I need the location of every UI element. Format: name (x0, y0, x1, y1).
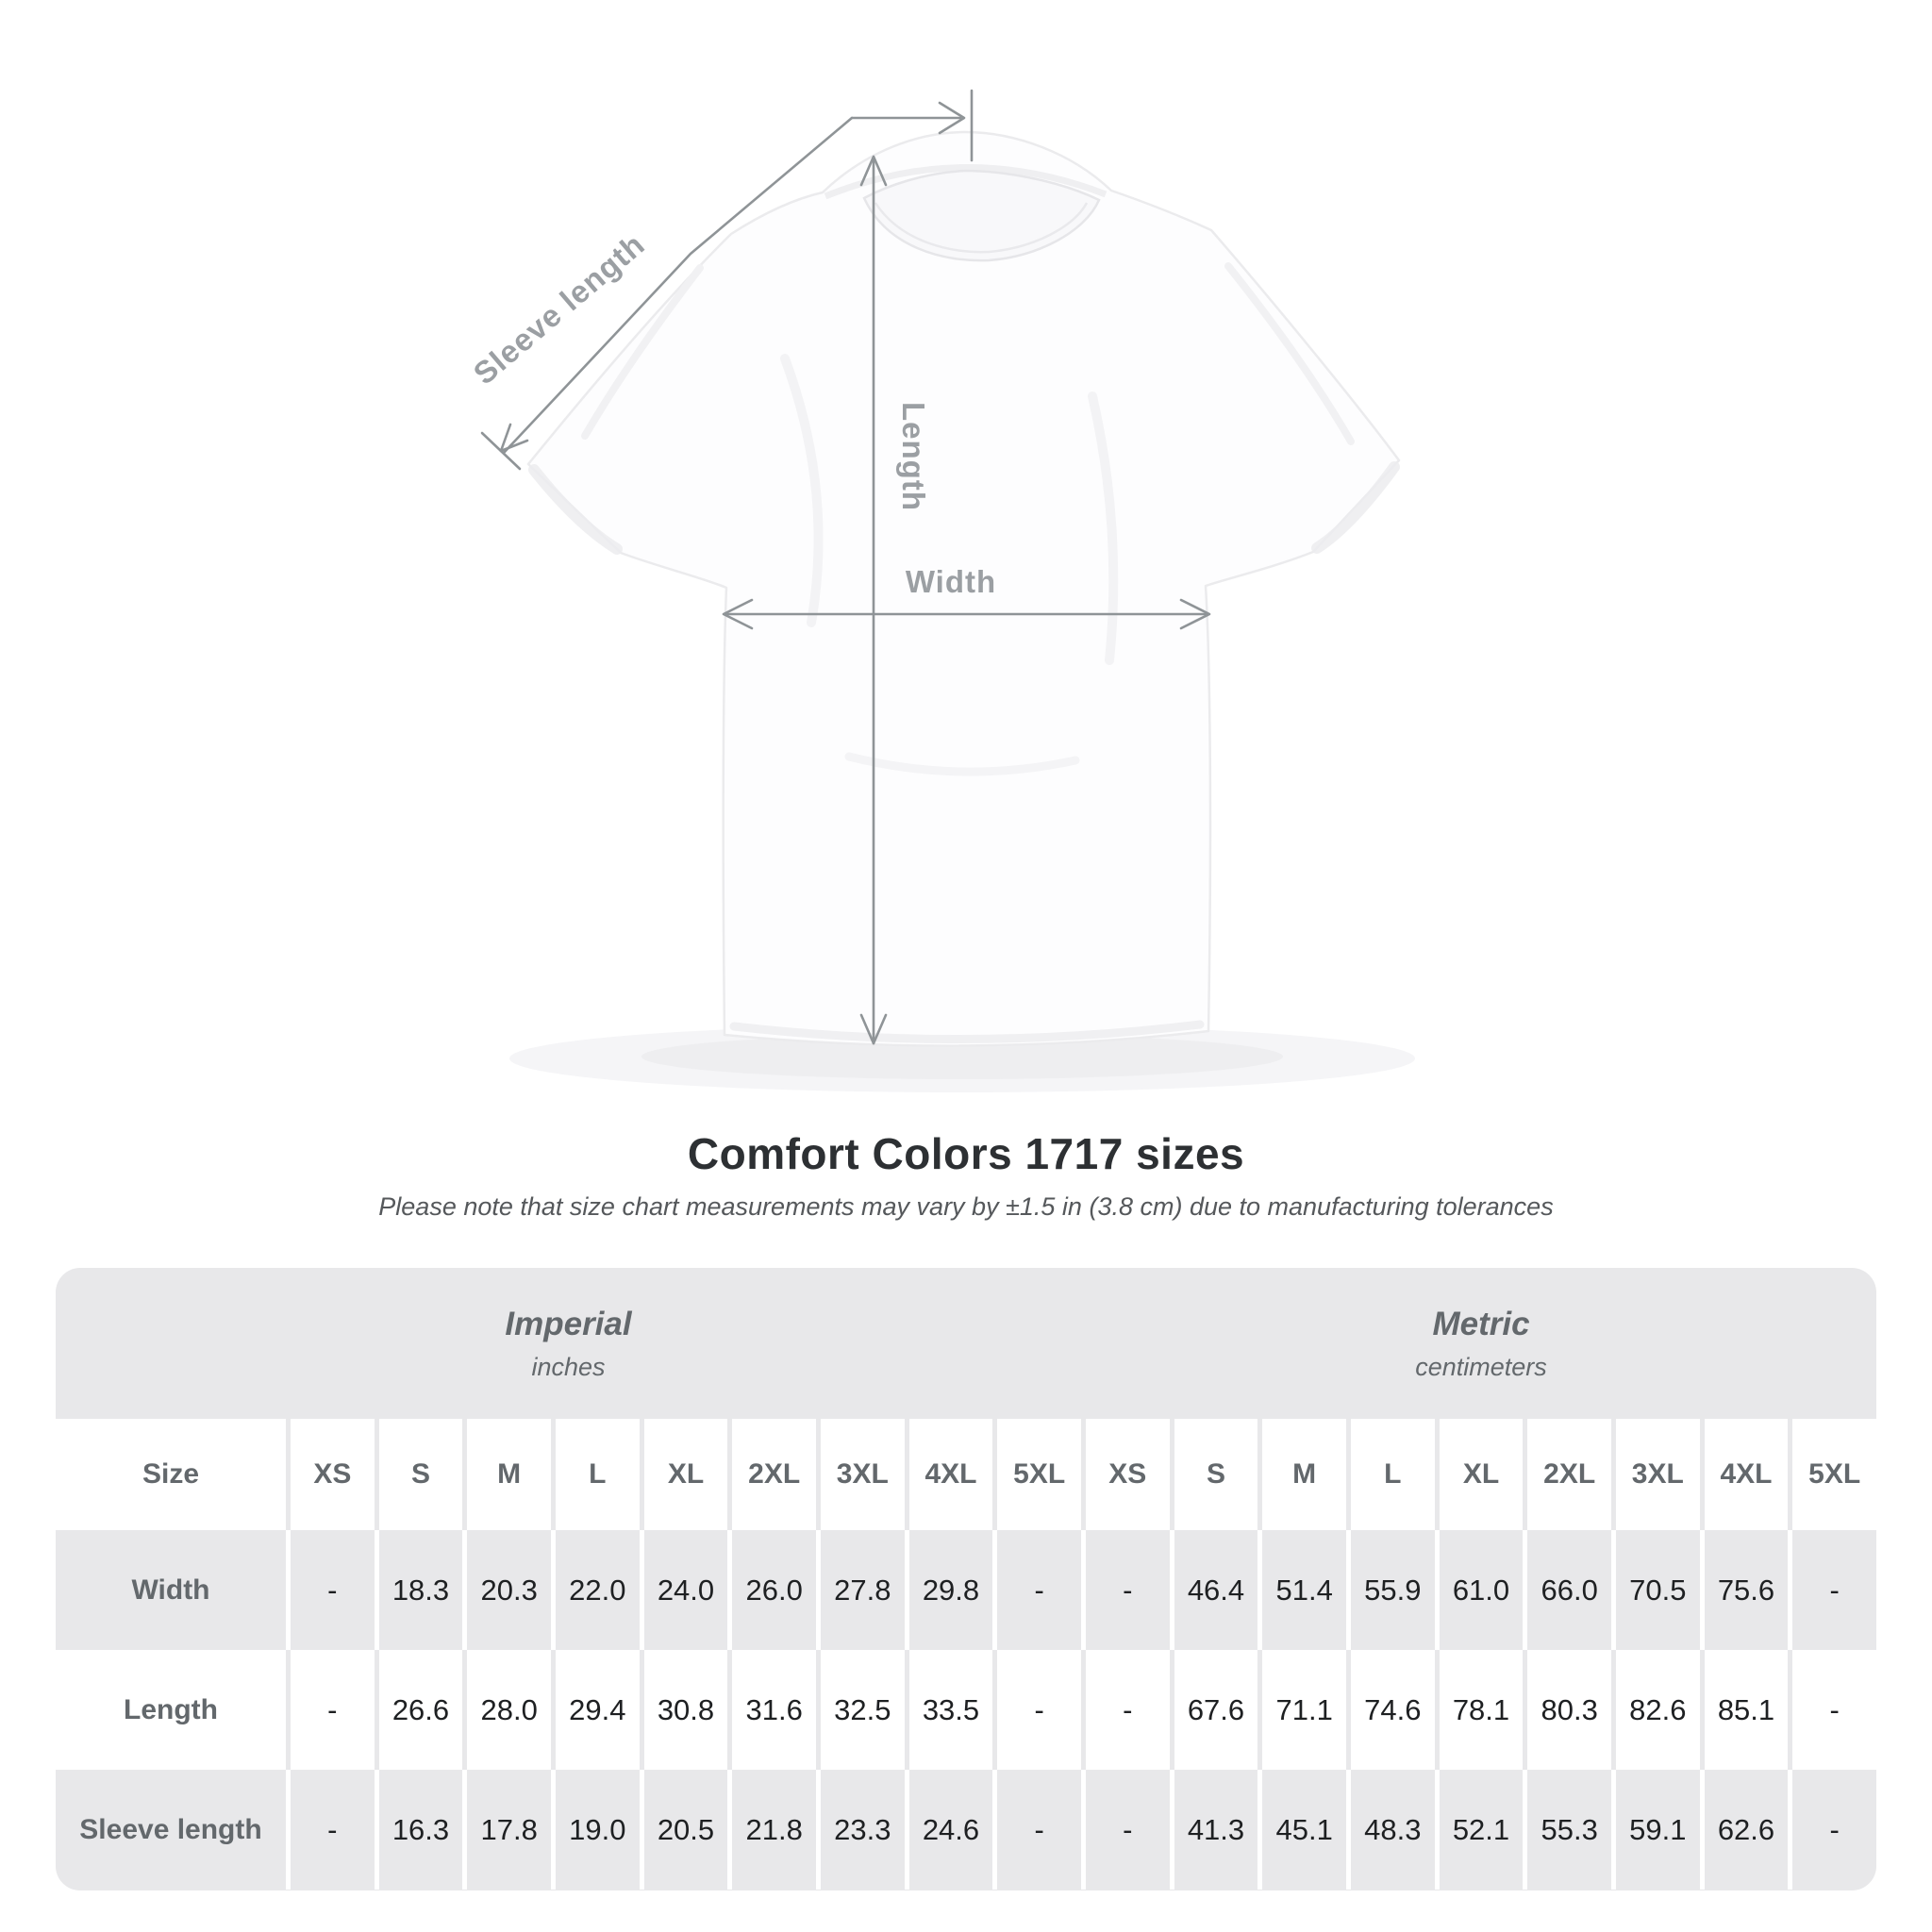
sleeve-end-tick (482, 433, 520, 469)
table-cell: 85.1 (1705, 1650, 1789, 1770)
table-cell: 32.5 (821, 1650, 905, 1770)
table-cell: 30.8 (644, 1650, 728, 1770)
table-cell: 21.8 (732, 1770, 816, 1890)
size-column-header: S (379, 1419, 463, 1530)
table-cell: 31.6 (732, 1650, 816, 1770)
table-cell: 55.9 (1351, 1530, 1435, 1650)
table-cell: 19.0 (556, 1770, 640, 1890)
size-chart-table (56, 1268, 1876, 1890)
size-column-header: 4XL (1705, 1419, 1789, 1530)
table-cell: 17.8 (467, 1770, 551, 1890)
metric-group-label: Metric (1432, 1305, 1530, 1342)
table-cell: 80.3 (1527, 1650, 1611, 1770)
table-cell: 66.0 (1527, 1530, 1611, 1650)
table-cell: - (1792, 1530, 1876, 1650)
table-cell: 18.3 (379, 1530, 463, 1650)
table-cell: 26.6 (379, 1650, 463, 1770)
table-cell: - (997, 1650, 1081, 1770)
tolerance-note: Please note that size chart measurements may vary by ±1.5 in (3.8 cm) due to manufacturing tolerances (378, 1192, 1554, 1221)
table-cell: 45.1 (1262, 1770, 1346, 1890)
table-cell: 29.8 (909, 1530, 993, 1650)
table-cell: 24.0 (644, 1530, 728, 1650)
table-cell: 16.3 (379, 1770, 463, 1890)
table-cell: - (1086, 1770, 1170, 1890)
unit-group-row (56, 1268, 1876, 1419)
size-column-header: 2XL (732, 1419, 816, 1530)
sleeve-length-row (56, 1770, 1876, 1890)
row-label-width: Width (56, 1530, 286, 1650)
table-cell: 55.3 (1527, 1770, 1611, 1890)
table-cell: - (1792, 1650, 1876, 1770)
size-column-header: 2XL (1527, 1419, 1611, 1530)
metric-group-header (1086, 1268, 1876, 1419)
table-cell: 71.1 (1262, 1650, 1346, 1770)
width-row (56, 1530, 1876, 1650)
size-column-header: XS (291, 1419, 375, 1530)
table-cell: 27.8 (821, 1530, 905, 1650)
size-column-header: L (556, 1419, 640, 1530)
table-cell: 52.1 (1440, 1770, 1524, 1890)
table-cell: 24.6 (909, 1770, 993, 1890)
page-title: Comfort Colors 1717 sizes (687, 1129, 1245, 1178)
size-column-header: M (467, 1419, 551, 1530)
sleeve-arrowhead (501, 425, 527, 451)
table-cell: - (997, 1530, 1081, 1650)
size-column-header: 5XL (997, 1419, 1081, 1530)
table-cell: 29.4 (556, 1650, 640, 1770)
imperial-group-header (56, 1268, 1081, 1419)
size-header-row (56, 1419, 1876, 1530)
size-column-header: L (1351, 1419, 1435, 1530)
size-header-cell: Size (56, 1419, 286, 1530)
size-column-header: XL (644, 1419, 728, 1530)
row-label-sleeve-length: Sleeve length (56, 1770, 286, 1890)
table-cell: 41.3 (1174, 1770, 1258, 1890)
table-cell: - (1086, 1530, 1170, 1650)
table-cell: 70.5 (1616, 1530, 1700, 1650)
table-cell: 67.6 (1174, 1650, 1258, 1770)
table-cell: - (291, 1650, 375, 1770)
table-cell: 59.1 (1616, 1770, 1700, 1890)
size-column-header: S (1174, 1419, 1258, 1530)
size-column-header: XL (1440, 1419, 1524, 1530)
table-cell: 82.6 (1616, 1650, 1700, 1770)
table-cell: 75.6 (1705, 1530, 1789, 1650)
table-cell: 48.3 (1351, 1770, 1435, 1890)
table-cell: 20.3 (467, 1530, 551, 1650)
length-row (56, 1650, 1876, 1770)
size-column-header: 3XL (1616, 1419, 1700, 1530)
table-cell: 22.0 (556, 1530, 640, 1650)
table-cell: 26.0 (732, 1530, 816, 1650)
table-cell: - (1086, 1650, 1170, 1770)
row-label-length: Length (56, 1650, 286, 1770)
table-cell: 78.1 (1440, 1650, 1524, 1770)
length-label: Length (896, 402, 931, 511)
table-cell: - (291, 1770, 375, 1890)
table-cell: 28.0 (467, 1650, 551, 1770)
sleeve-length-label: Sleeve length (466, 225, 652, 391)
table-cell: 62.6 (1705, 1770, 1789, 1890)
table-cell: 46.4 (1174, 1530, 1258, 1650)
table-cell: 20.5 (644, 1770, 728, 1890)
table-cell: - (291, 1530, 375, 1650)
metric-group-sublabel: centimeters (1415, 1352, 1547, 1381)
size-column-header: 4XL (909, 1419, 993, 1530)
table-cell: - (997, 1770, 1081, 1890)
size-column-header: 5XL (1792, 1419, 1876, 1530)
size-column-header: M (1262, 1419, 1346, 1530)
imperial-group-sublabel: inches (531, 1352, 606, 1381)
table-cell: 74.6 (1351, 1650, 1435, 1770)
table-cell: 61.0 (1440, 1530, 1524, 1650)
table-cell: 23.3 (821, 1770, 905, 1890)
size-column-header: XS (1086, 1419, 1170, 1530)
imperial-group-label: Imperial (505, 1305, 632, 1342)
width-label: Width (905, 564, 997, 599)
table-cell: 33.5 (909, 1650, 993, 1770)
size-column-header: 3XL (821, 1419, 905, 1530)
table-cell: 51.4 (1262, 1530, 1346, 1650)
table-cell: - (1792, 1770, 1876, 1890)
